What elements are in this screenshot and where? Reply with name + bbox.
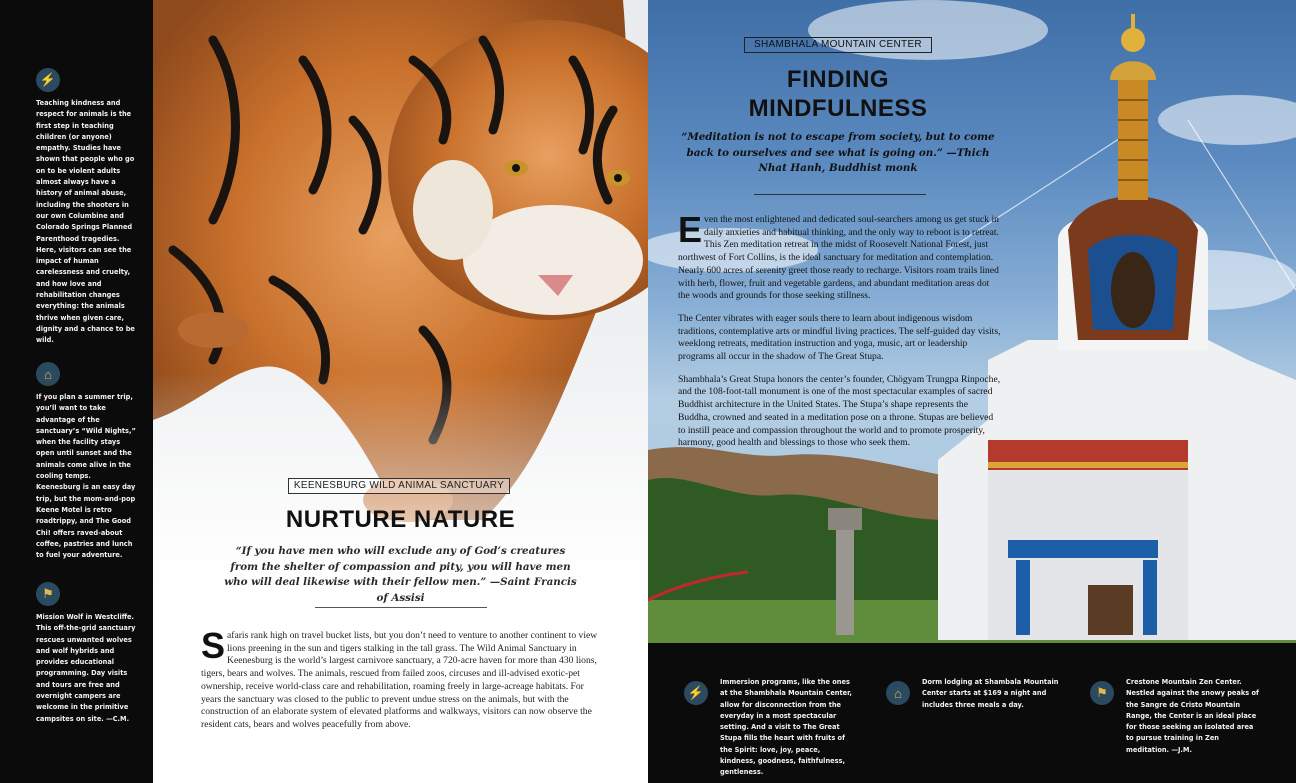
article-paragraph: afaris rank high on travel bucket lists, but you don’t need to venture to another continent to view lions preening in the sun and tigers stalking in the tall grass. The Wild Animal Sanctuary in Keenesburg is the world’s largest carnivore sanctuary, a 720-acre haven for more than 430 lions, tigers, bears and wolves. The animals, rescued from failed zoos, circuses and ill-advised exotic-pet ownership, receive world-class care and rehabilitation, roaming freely in large-acreage habitats. For years the sanctuary was closed to the public to prevent undue stress on the animals, but with the construction of an elaborate system of elevated platforms and walkways, visitors can now observe the resident cats, bears and wolves peacefully from above. [201, 630, 598, 730]
page-title-line-2: MINDFULNESS [748, 95, 928, 122]
sidebar-tip-text: If you plan a summer trip, you’ll want to take advantage of the sanctuary’s “Wild Nights,” when the facility stays open until sunset and the animals come alive in the cooling temps. Keenesburg is an easy day trip, but the mom-and-pop Keene Motel is retro roadtrippy, and The Good Chi! offers raved-about coffee, pastries and lunch to fuel your adventure. [36, 393, 136, 560]
article-paragraph: Even the most enlightened and dedicated soul-searchers among us get stuck in daily anxieties and habitual thinking, and the only way to reboot is to retreat. This Zen meditation retreat in the midst of Roosevelt National Forest, just northwest of Fort Collins, is the ideal sanctuary for meditation and contemplation. Nearly 600 acres of serenity greet those ready to recharge. Visitors roam trails lined with herb, flower, fruit and vegetable gardens, and abundant meditation areas dot the woods and grounds for those seeking stillness. [678, 209, 999, 302]
article-paragraph: The Center vibrates with eager souls there to learn about indigenous wisdom traditions, contemplative arts or mindful living practices. The self-guided day visits, weeklong retreats, meditation instruction and yoga, music, art or leadership programs all occur in the shadow of The Great Stupa. [678, 312, 1001, 363]
sidebar-tip-2 [36, 362, 136, 561]
bottom-tips-band [648, 643, 1296, 783]
page-title [690, 65, 986, 123]
pull-quote: “If you have men who will exclude any of God’s creatures from the shelter of compassion and pity, you will have men who will deal likewise with their fellow men.” —Saint Francis of Assisi [224, 545, 577, 604]
bottom-tip-text: Dorm lodging at Shambala Mountain Center starts at $169 a night and includes three meals a day. [922, 678, 1059, 709]
drop-cap: E [678, 209, 703, 250]
page-title: NURTURE NATURE [285, 506, 516, 533]
signpost-icon: ⚑ [36, 582, 60, 606]
building-icon: ⌂ [886, 681, 910, 705]
lightning-icon: ⚡ [684, 681, 708, 705]
divider [315, 607, 487, 608]
right-page [648, 0, 1296, 643]
sidebar-tip-text: Teaching kindness and respect for animals is the first step in teaching children (or anyone) empathy. Studies have shown that people who go on to be violent adults almost always have a history of animal abuse, including the shooters in our own Columbine and Colorado Springs Planned Parenthood tragedies. Here, visitors can see the impact of human carelessness and cruelty, and how love and rehabilitation changes everything: the animals thrive when given care, dignity and a chance to be wild. [36, 99, 135, 345]
article-paragraph: Shambhala’s Great Stupa honors the center’s founder, Chögyam Trungpa Rinpoche, and the 108-foot-tall monument is one of the most spectacular examples of sacred Buddhist architecture in the United States. The Stupa’s shape represents the Buddha, crowned and seated in a meditation pose on a throne. Stupas are believed to instill peace and compassion throughout the world and to promote prosperity, harmony, good health and blessings to those who seek them. [678, 373, 1001, 449]
pull-quote: “Meditation is not to escape from society, but to come back to ourselves and see what is going on.” —Thich Nhat Hanh, Buddhist monk [681, 131, 995, 174]
bottom-tip-text: Immersion programs, like the ones at the Shambhala Mountain Center, allow for disconnection from the everyday in a most spectacular setting. And a visit to The Great Stupa fills the heart with fruits of the Spirit: love, joy, peace, kindness, goodness, faithfulness, gentleness. [720, 678, 852, 777]
article-body [201, 625, 598, 732]
sidebar-tip-text: Mission Wolf in Westcliffe. This off-the-grid sanctuary rescues unwanted wolves and wolf hybrids and provides educational programming. Day visits and tours are free and overnight campers are welcome in the primitive campsites on site. —C.M. [36, 613, 136, 723]
divider [754, 194, 926, 195]
left-page [153, 0, 648, 783]
sidebar-tip-3 [36, 582, 136, 725]
section-label: KEENESBURG WILD ANIMAL SANCTUARY [288, 478, 510, 494]
left-sidebar [0, 0, 153, 783]
sidebar-tip-1 [36, 68, 136, 347]
signpost-icon: ⚑ [1090, 681, 1114, 705]
lightning-icon: ⚡ [36, 68, 60, 92]
drop-cap: S [201, 625, 226, 666]
article-body [678, 209, 1002, 450]
building-icon: ⌂ [36, 362, 60, 386]
section-label: SHAMBHALA MOUNTAIN CENTER [744, 37, 932, 53]
page-title-line-1: FINDING [786, 66, 890, 93]
bottom-tip-text: Crestone Mountain Zen Center. Nestled against the snowy peaks of the Sangre de Cristo Mountain Range, the Center is an ideal place for those seeking an isolated area to pursue training in Zen meditation. —J.M. [1126, 678, 1259, 754]
